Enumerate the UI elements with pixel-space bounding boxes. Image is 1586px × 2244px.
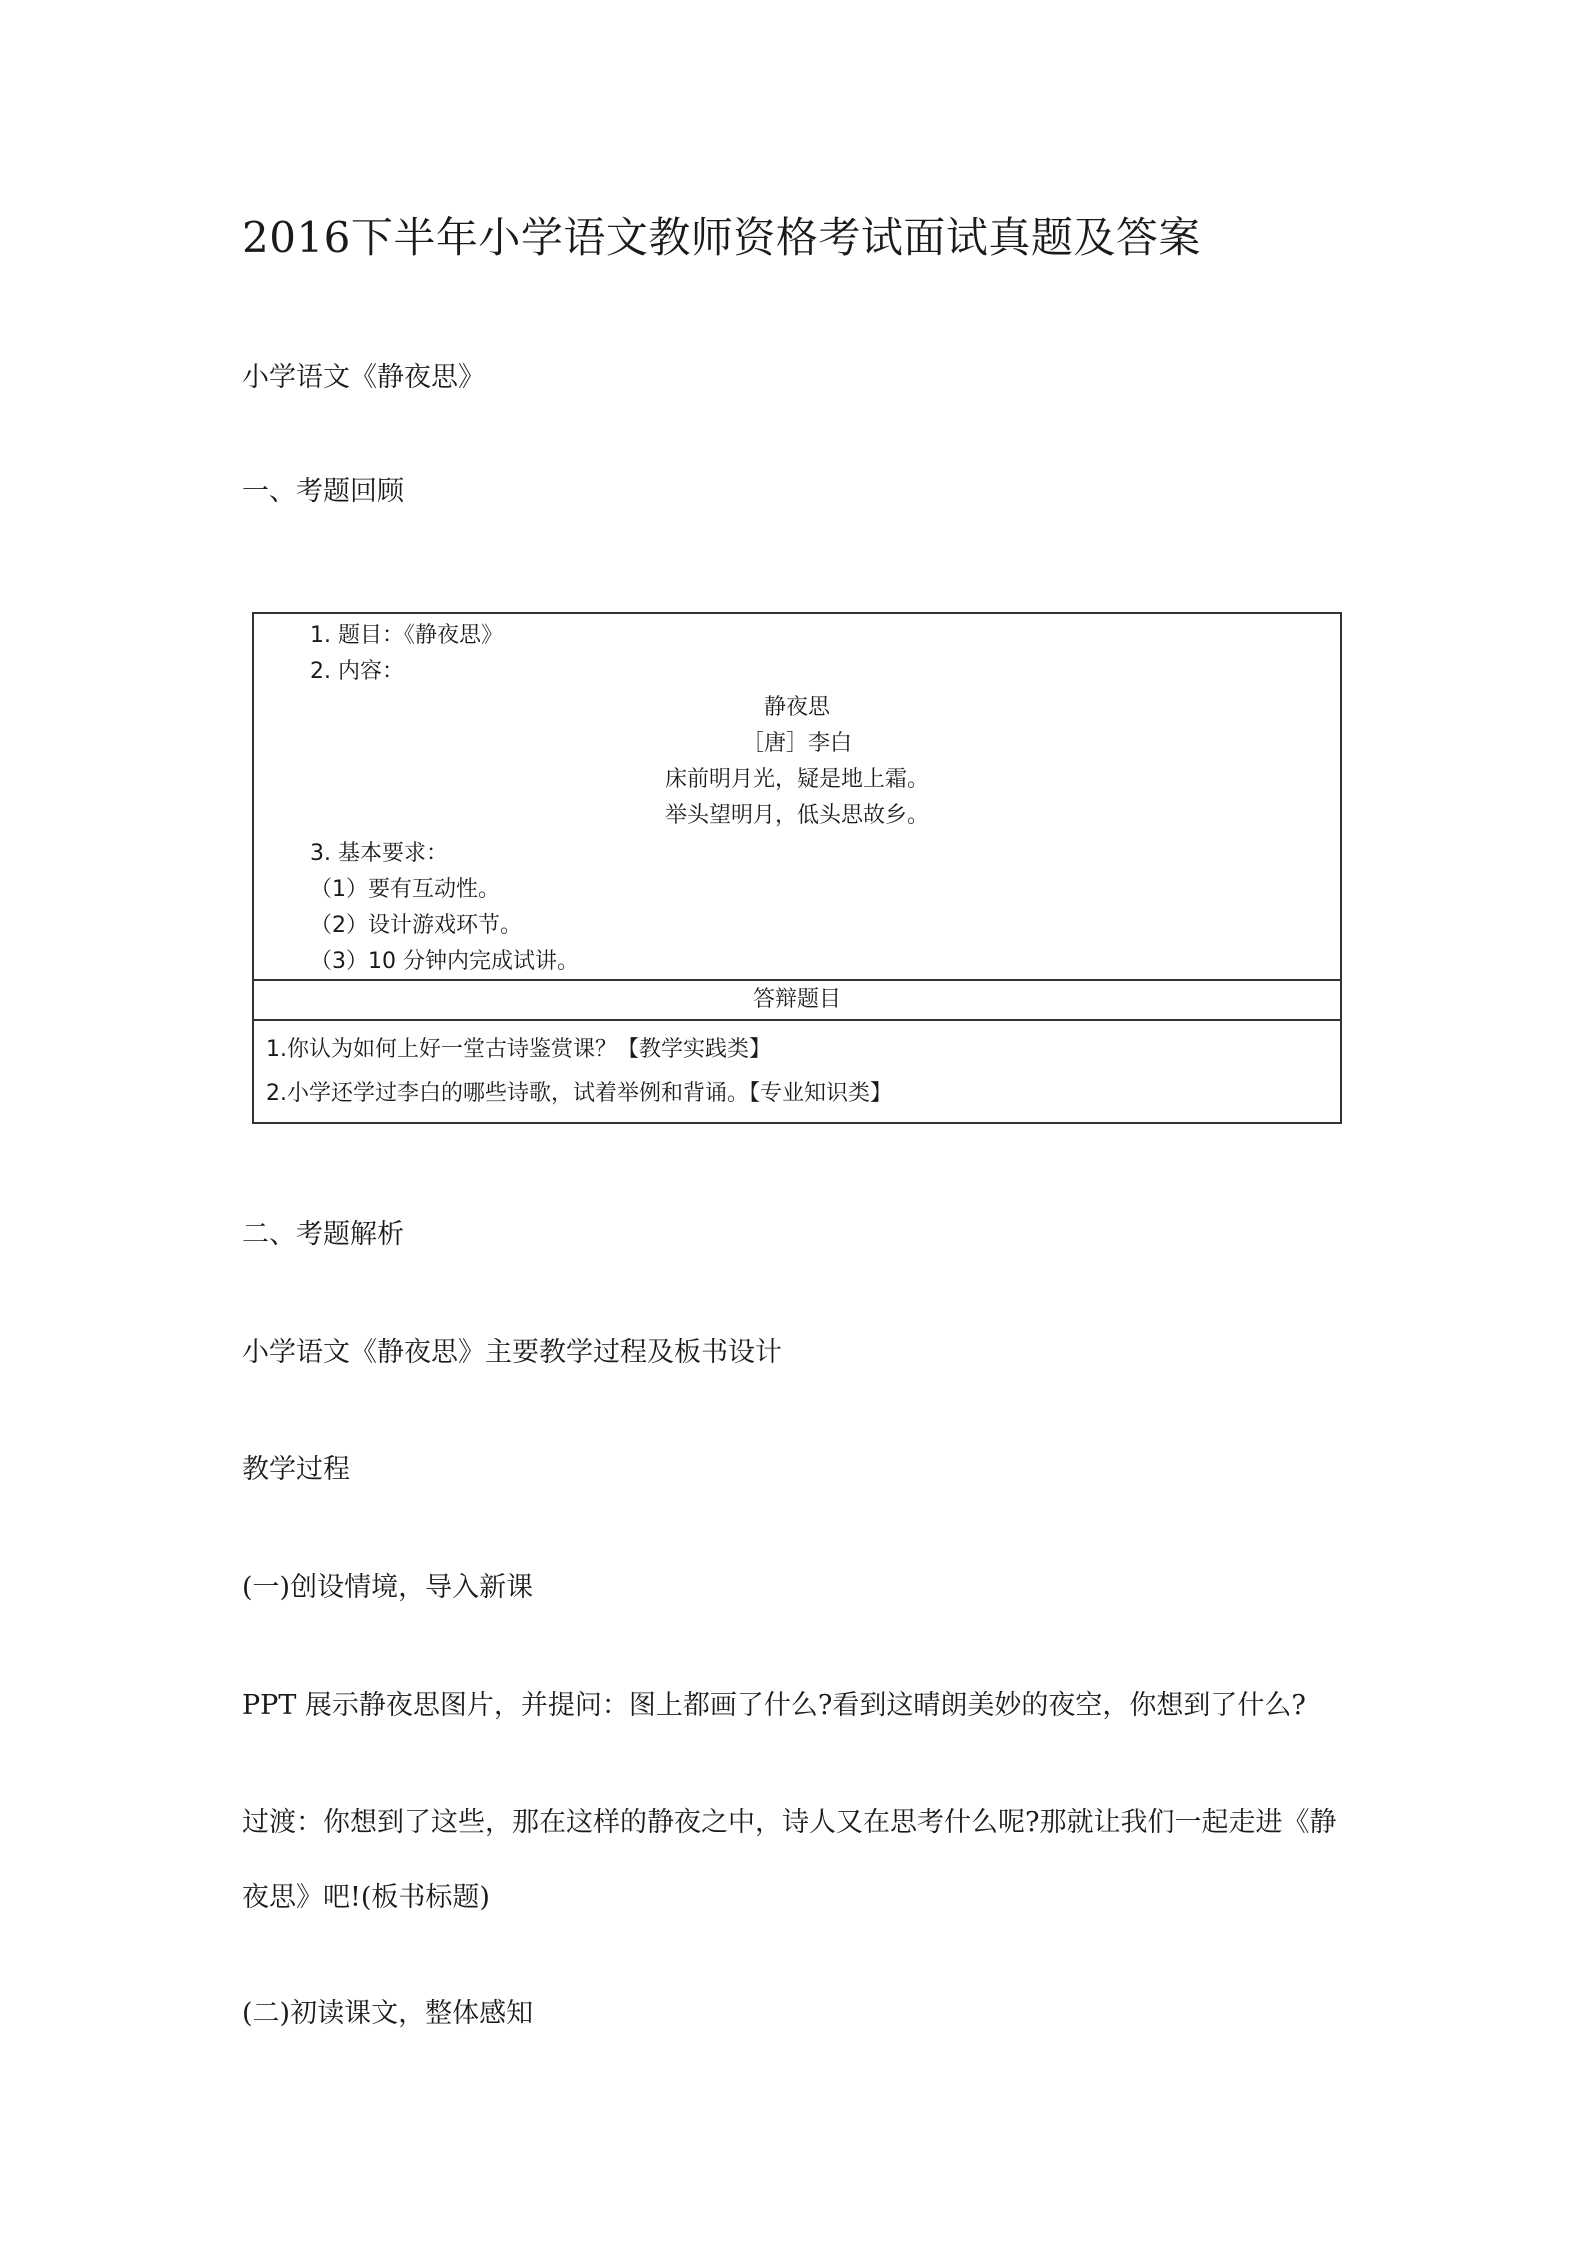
- requirement-3: （3）10 分钟内完成试讲。: [310, 949, 579, 974]
- step-2-heading: (二)初读课文，整体感知: [242, 1998, 534, 2029]
- defense-questions-header: 答辩题目: [254, 981, 1340, 1021]
- transition-text-line-2: 夜思》吧!(板书标题): [242, 1882, 490, 1913]
- poem-title: 静夜思: [763, 695, 830, 720]
- poem-author: ［唐］李白: [741, 731, 852, 756]
- lesson-subtitle: 小学语文《静夜思》: [242, 362, 485, 393]
- poem-line-2: 举头望明月，低头思故乡。: [664, 803, 929, 828]
- requirement-2: （2）设计游戏环节。: [310, 913, 522, 938]
- poem-line-1: 床前明月光，疑是地上霜。: [664, 767, 929, 792]
- requirement-1: （1）要有互动性。: [310, 877, 500, 902]
- exam-item-content-label: 2. 内容：: [310, 659, 404, 684]
- analysis-title: 小学语文《静夜思》主要教学过程及板书设计: [242, 1337, 782, 1368]
- exam-item-topic: 1. 题目：《静夜思》: [310, 623, 503, 648]
- section-heading-analysis: 二、考题解析: [242, 1219, 404, 1250]
- section-heading-review: 一、考题回顾: [242, 476, 404, 507]
- exam-question-box: [252, 612, 1342, 1124]
- transition-text-line-1: 过渡：你想到了这些，那在这样的静夜之中，诗人又在思考什么呢?那就让我们一起走进《静: [242, 1807, 1337, 1838]
- defense-question-1: 1.你认为如何上好一堂古诗鉴赏课？【教学实践类】: [266, 1037, 771, 1062]
- page-title: 2016下半年小学语文教师资格考试面试真题及答案: [242, 213, 1201, 262]
- step-1-heading: (一)创设情境，导入新课: [242, 1572, 534, 1603]
- exam-item-requirements: 3. 基本要求：: [310, 841, 448, 866]
- exam-content-panel: [254, 614, 1340, 981]
- defense-question-2: 2.小学还学过李白的哪些诗歌，试着举例和背诵。【专业知识类】: [266, 1081, 892, 1106]
- step-1-text: PPT 展示静夜思图片，并提问：图上都画了什么?看到这晴朗美妙的夜空，你想到了什么?: [242, 1690, 1306, 1721]
- teaching-process-heading: 教学过程: [242, 1454, 350, 1485]
